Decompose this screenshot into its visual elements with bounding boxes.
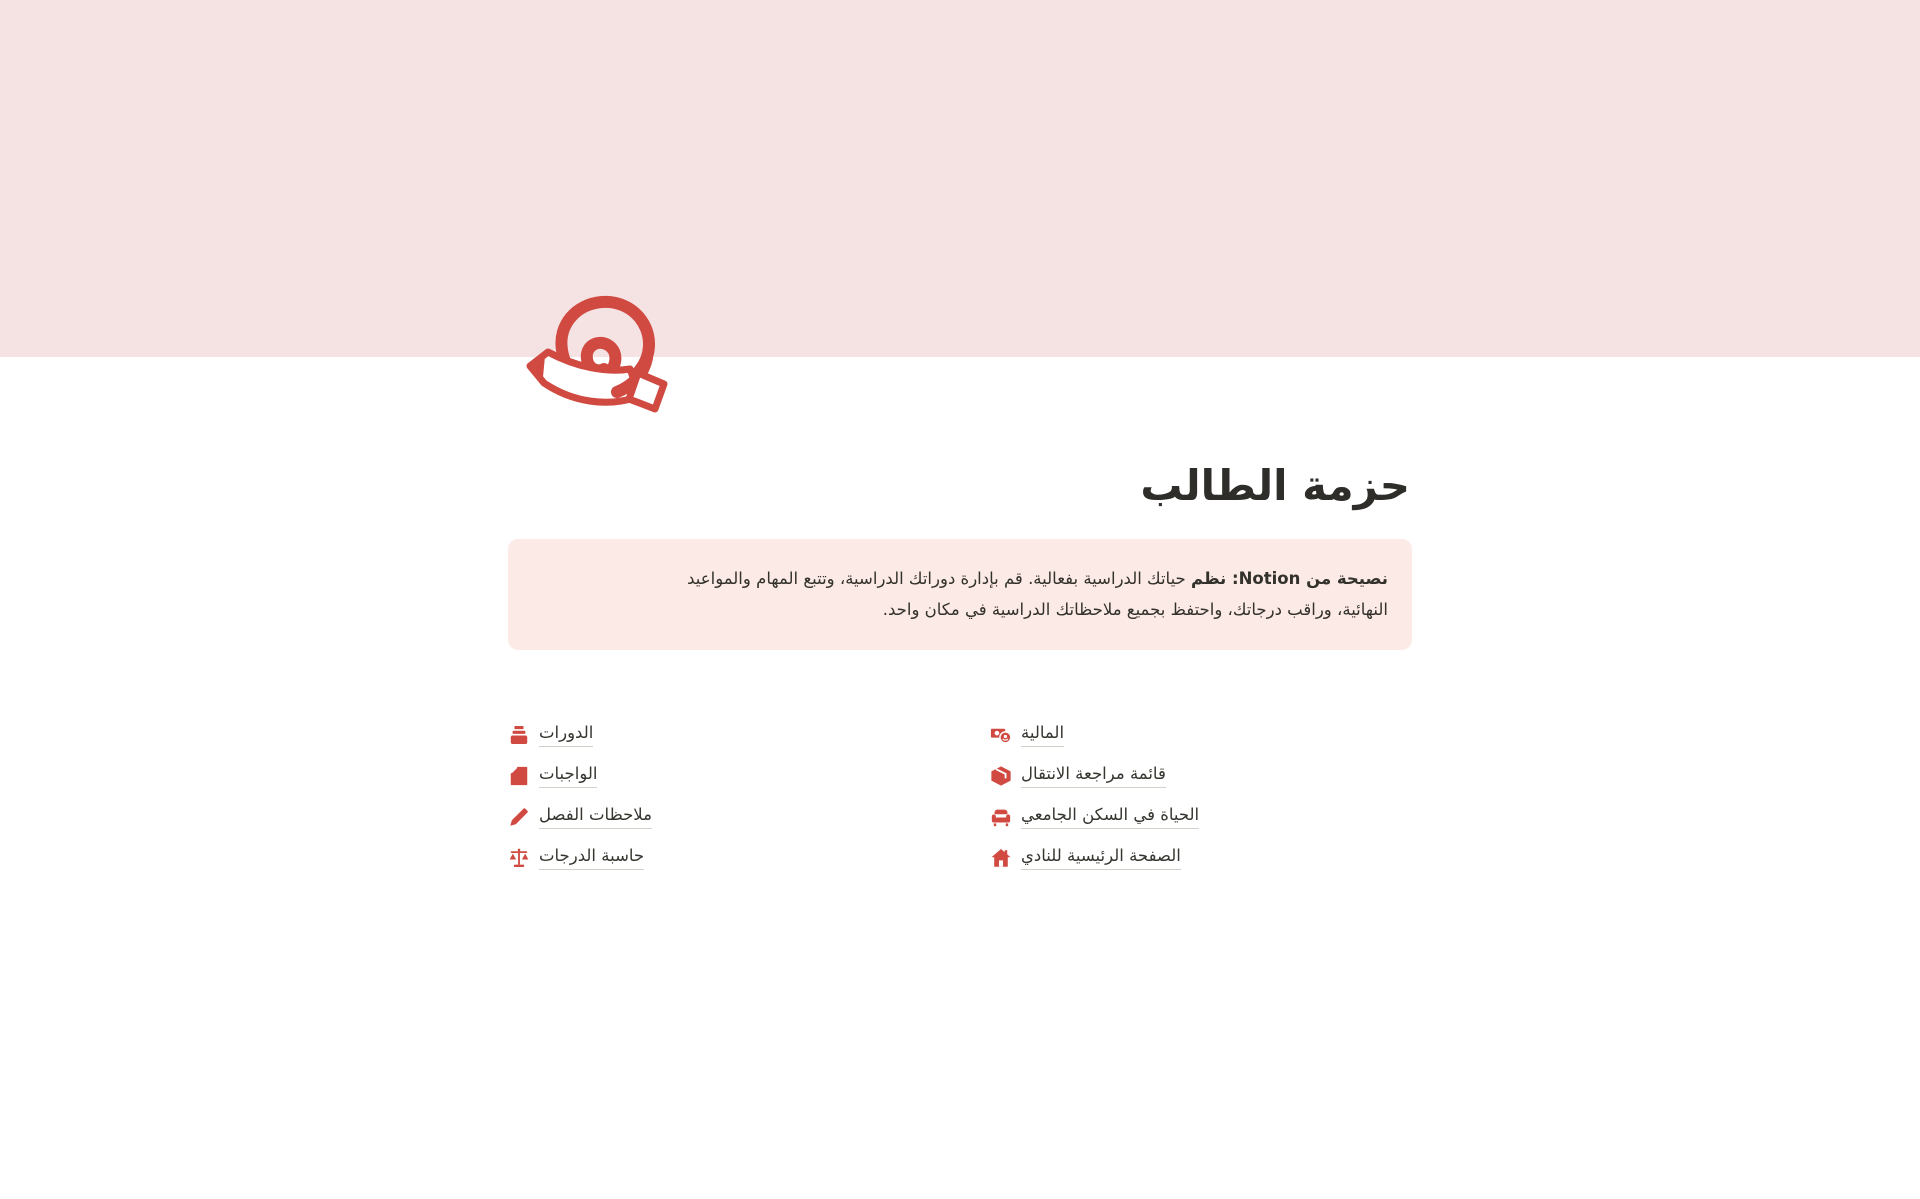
page-link-club-homepage[interactable] <box>990 837 1181 878</box>
document-icon <box>508 765 530 787</box>
page-link-grade-calculator[interactable] <box>508 837 644 878</box>
page-link-label: الدورات <box>539 722 593 747</box>
tip-line-1-bold: نصيحة من Notion: نظم <box>1191 569 1388 588</box>
links-grid <box>508 714 1412 878</box>
page-link-assignments[interactable] <box>508 755 597 796</box>
package-box-icon <box>990 765 1012 787</box>
house-icon <box>990 847 1012 869</box>
links-column-right <box>990 714 1412 878</box>
page-link-courses[interactable] <box>508 714 593 755</box>
page-link-finance[interactable] <box>990 714 1064 755</box>
tip-line-1 <box>532 563 1388 594</box>
page-link-label: حاسبة الدرجات <box>539 845 644 870</box>
pencil-scribble-icon[interactable] <box>518 278 670 416</box>
page-link-label: ملاحظات الفصل <box>539 804 652 829</box>
tip-line-1-text: حياتك الدراسية بفعالية. قم بإدارة دوراتك الدراسية، وتتبع المهام والمواعيد <box>687 569 1192 588</box>
tip-line-2 <box>532 594 1388 625</box>
tip-callout <box>508 539 1412 650</box>
page-content <box>508 278 1412 878</box>
pencil-icon <box>508 806 530 828</box>
page-title: حزمة الطالب <box>1140 461 1410 510</box>
scales-icon <box>508 847 530 869</box>
page-link-dorm-life[interactable] <box>990 796 1199 837</box>
money-icon <box>990 724 1012 746</box>
stack-icon <box>508 724 530 746</box>
tip-line-2-text: النهائية، وراقب درجاتك، واحتفظ بجميع ملاحظاتك الدراسية في مكان واحد. <box>882 600 1388 619</box>
page-link-label: الواجبات <box>539 763 597 788</box>
page-link-label: الحياة في السكن الجامعي <box>1021 804 1199 829</box>
couch-icon <box>990 806 1012 828</box>
links-column-left <box>508 714 930 878</box>
page-link-label: الصفحة الرئيسية للنادي <box>1021 845 1181 870</box>
page-link-label: المالية <box>1021 722 1064 747</box>
page-link-label: قائمة مراجعة الانتقال <box>1021 763 1166 788</box>
page-link-moving-checklist[interactable] <box>990 755 1166 796</box>
page-link-class-notes[interactable] <box>508 796 652 837</box>
